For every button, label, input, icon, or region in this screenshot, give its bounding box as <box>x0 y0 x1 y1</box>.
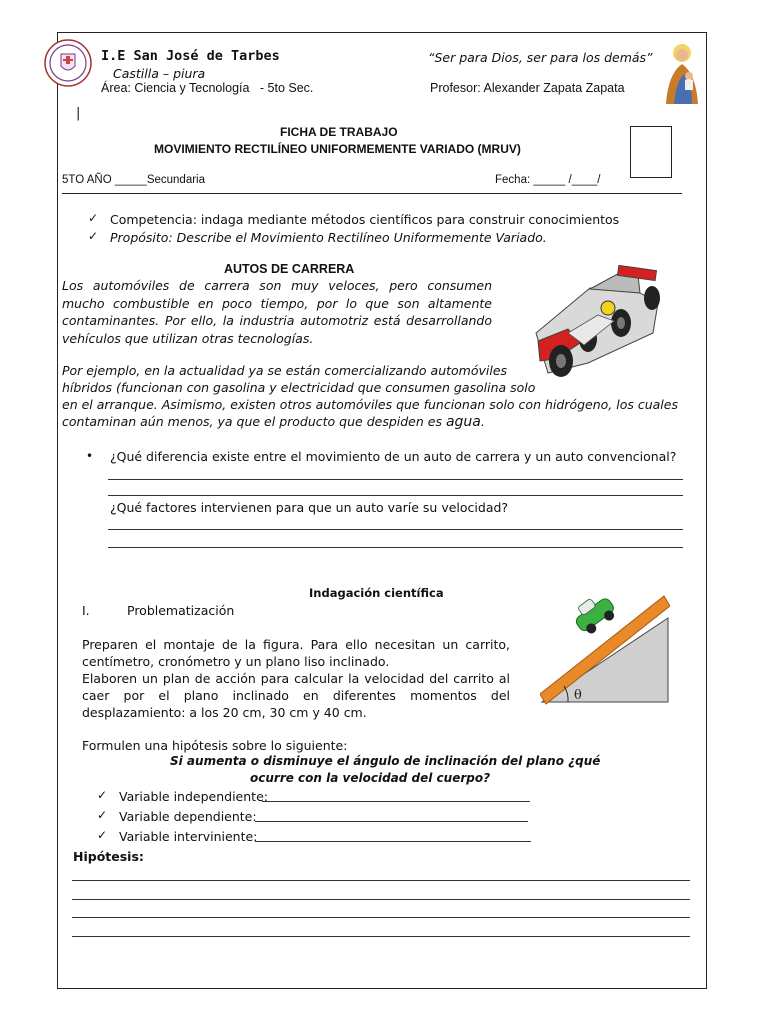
grade-box[interactable] <box>630 126 672 178</box>
grade-field[interactable]: 5TO AÑO _____Secundaria <box>62 174 205 186</box>
check-icon: ✓ <box>88 211 99 225</box>
school-motto: “Ser para Dios, ser para los demás” <box>428 50 653 65</box>
var-intervening-field[interactable] <box>255 841 531 842</box>
reading-p2-line2: híbridos (funcionan con gasolina y electricidad que consumen gasolina solo <box>62 380 536 395</box>
reading-p2-line4-text: contaminan aún menos, ya que el producto que despiden es <box>62 414 446 429</box>
reading-p2-line3: en el arranque. Asimismo, existen otros automóviles que funcionan solo con hidrógeno, los cuales <box>62 397 678 412</box>
course-area: Área: Ciencia y Tecnología - 5to Sec. <box>101 81 314 95</box>
sheet-title: FICHA DE TRABAJO <box>280 125 398 139</box>
section-number: I. <box>82 603 90 618</box>
answer-line[interactable] <box>108 495 683 496</box>
school-logo <box>43 38 93 88</box>
check-icon: ✓ <box>97 788 108 802</box>
competencia-text: Competencia: indaga mediante métodos científicos para construir conocimientos <box>110 212 620 227</box>
hypothesis-intro: Formulen una hipótesis sobre lo siguiente: <box>82 738 348 753</box>
reading-paragraph-1: Los automóviles de carrera son muy veloces, pero consumen mucho combustible en poco tiempo, por lo que son altamente contaminantes. Por ello, la industria automotriz está desarrollando vehículos que utilizan otras tecnologías. <box>62 278 492 346</box>
reading-title: AUTOS DE CARRERA <box>224 262 355 276</box>
answer-line[interactable] <box>108 479 683 480</box>
inquiry-paragraph-1: Preparen el montaje de la figura. Para ello necesitan un carrito, centímetro, cronómetro y un plano liso inclinado. <box>82 637 510 669</box>
school-name: I.E San José de Tarbes <box>101 48 280 64</box>
research-question-line1: Si aumenta o disminuye el ángulo de inclinación del plano ¿qué <box>170 754 601 768</box>
reading-p2-line4-end: . <box>480 414 485 429</box>
research-question-line2: ocurre con la velocidad del cuerpo? <box>250 771 491 785</box>
bullet-icon: • <box>86 449 94 463</box>
inquiry-paragraph-2: Elaboren un plan de acción para calcular la velocidad del carrito al caer por el plano inclinado en diferentes momentos del desplazamiento: a los 20 cm, 30 cm y 40 cm. <box>82 671 510 720</box>
school-location: Castilla – piura <box>113 66 206 81</box>
race-car-image <box>528 263 668 388</box>
inquiry-title: Indagación científica <box>309 586 444 600</box>
header-rule <box>62 193 682 194</box>
reading-highlight-agua: agua <box>445 414 481 430</box>
reading-p2-line4 <box>62 414 485 430</box>
var-dependent-label: Variable dependiente: <box>119 809 257 824</box>
check-icon: ✓ <box>97 808 108 822</box>
text-cursor: | <box>76 106 81 121</box>
proposito-text: Propósito: Describe el Movimiento Rectilíneo Uniformemente Variado. <box>110 230 547 245</box>
hypothesis-line[interactable] <box>72 936 690 937</box>
sheet-subtitle: MOVIMIENTO RECTILÍNEO UNIFORMEMENTE VARIADO (MRUV) <box>154 142 521 156</box>
teacher-name: Profesor: Alexander Zapata Zapata <box>430 81 625 95</box>
var-dependent-field[interactable] <box>255 821 528 822</box>
question-2: ¿Qué factores intervienen para que un auto varíe su velocidad? <box>110 500 509 515</box>
hypothesis-line[interactable] <box>72 917 690 918</box>
angle-symbol: θ <box>574 688 582 703</box>
hypothesis-label: Hipótesis: <box>73 849 144 864</box>
date-field[interactable]: Fecha: _____ /____/ <box>495 174 601 186</box>
saint-image <box>658 42 706 104</box>
section-name: Problematización <box>127 603 235 618</box>
question-1: ¿Qué diferencia existe entre el movimiento de un auto de carrera y un auto convencional? <box>110 449 677 464</box>
reading-p2-line1: Por ejemplo, en la actualidad ya se están comercializando automóviles <box>62 363 508 378</box>
answer-line[interactable] <box>108 529 683 530</box>
var-independent-label: Variable independiente: <box>119 789 268 804</box>
var-intervening-label: Variable interviniente: <box>119 829 258 844</box>
hypothesis-line[interactable] <box>72 899 690 900</box>
ramp-diagram <box>540 590 670 708</box>
answer-line[interactable] <box>108 547 683 548</box>
var-independent-field[interactable] <box>262 801 530 802</box>
check-icon: ✓ <box>97 828 108 842</box>
check-icon: ✓ <box>88 229 99 243</box>
hypothesis-line[interactable] <box>72 880 690 881</box>
